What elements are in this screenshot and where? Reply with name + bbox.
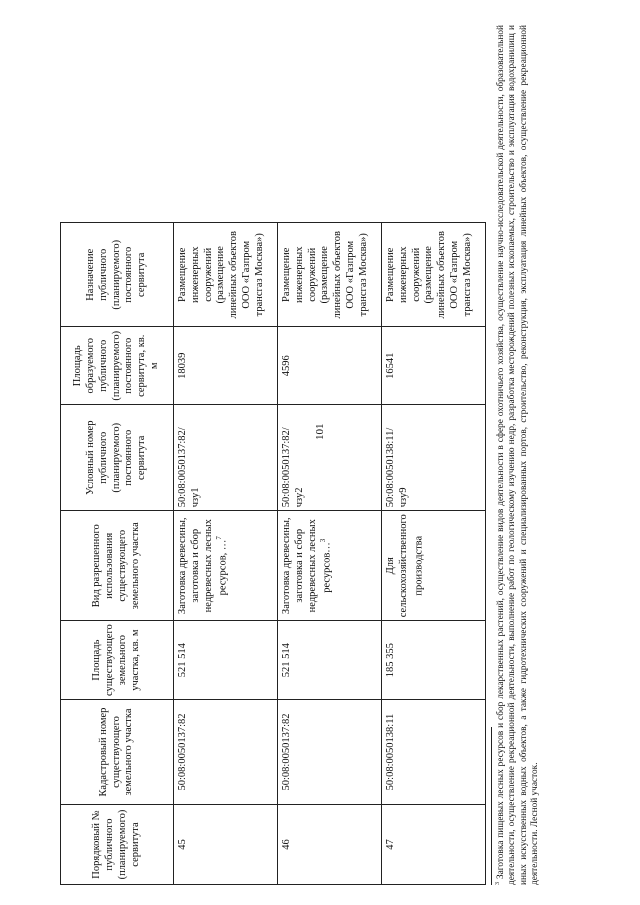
cell-purpose: Размещение инженерных сооружений (размещение линейных объектов ООО «Газпром трансгаз Москва»): [278, 223, 382, 327]
cell-use: [278, 511, 382, 621]
cell-number: 47: [382, 805, 486, 885]
servitude-table: [60, 222, 486, 885]
header-servitude-area: Площадь образуемого публичного (планируемого) постоянного сервитута, кв. м: [61, 327, 174, 405]
cell-area: 521 514: [278, 621, 382, 700]
cell-use: [382, 511, 486, 621]
cell-code: 50:08:0050138:11/чзу9: [382, 405, 486, 511]
footnote-text: Заготовка пищевых лесных ресурсов и сбор лекарственных растений, осуществление видов деятельности в сфере охотничьего хозяйства, осуществление научно-исследовательской деятельности, образовательной деятельности, осуществление рекреационной деятельности, выполнение работ по геологическому изучению недр, разработка месторождений полезных ископаемых, строительство и эксплуатация водохранилищ и иных искусственных водных объектов, а также гидротехнических сооружений и специализированных портов, строительство, реконструкция, эксплуатация линейных объектов, осуществление рекреационной деятельности. Лесной участок.: [496, 25, 541, 885]
footnote: [495, 25, 541, 885]
cell-number: 45: [174, 805, 278, 885]
header-cadastral: Кадастровый номер существующего земельного участка: [61, 700, 174, 805]
footnote-ref: 7: [215, 536, 224, 540]
header-number: Порядковый № публичного (планируемого) сервитута: [61, 805, 174, 885]
header-code: Условный номер публичного (планируемого) постоянного сервитута: [61, 405, 174, 511]
footnote-ref: 3: [319, 538, 328, 543]
table-row: [174, 223, 278, 885]
footnote-marker: 3: [495, 882, 501, 885]
cell-use-text: Заготовка древесины, заготовка и сбор недревесных лесных ресурсов, …: [177, 517, 229, 615]
header-area: Площадь существующего земельного участка, кв. м: [61, 621, 174, 700]
cell-servitude-area: 18039: [174, 327, 278, 405]
cell-purpose: Размещение инженерных сооружений (размещение линейных объектов ООО «Газпром трансгаз Москва»): [174, 223, 278, 327]
table-row: [382, 223, 486, 885]
cell-code: 50:08:0050137:82/чзу2: [278, 405, 382, 511]
table-row: [278, 223, 382, 885]
cell-cadastral: 50:08:0050138:11: [382, 700, 486, 805]
cell-area: 521 514: [174, 621, 278, 700]
cell-servitude-area: 4596: [278, 327, 382, 405]
cell-servitude-area: 16541: [382, 327, 486, 405]
cell-use: [174, 511, 278, 621]
cell-use-text: Заготовка древесины, заготовка и сбор недревесных лесных ресурсов…: [281, 517, 333, 615]
header-purpose: Назначение публичного (планируемого) постоянного сервитута: [61, 223, 174, 327]
cell-cadastral: 50:08:0050137:82: [278, 700, 382, 805]
header-use: Вид разрешенного использования существующего земельного участка: [61, 511, 174, 621]
cell-code: 50:08:0050137:82/чзу1: [174, 405, 278, 511]
footnote-divider: [491, 727, 492, 885]
page-number: 101: [314, 423, 326, 441]
cell-cadastral: 50:08:0050137:82: [174, 700, 278, 805]
cell-area: 185 355: [382, 621, 486, 700]
table-header-row: [61, 223, 174, 885]
cell-use-text: Для сельскохозяйственного производства: [385, 514, 425, 618]
cell-number: 46: [278, 805, 382, 885]
cell-purpose: Размещение инженерных сооружений (размещение линейных объектов ООО «Газпром трансгаз Москва»): [382, 223, 486, 327]
